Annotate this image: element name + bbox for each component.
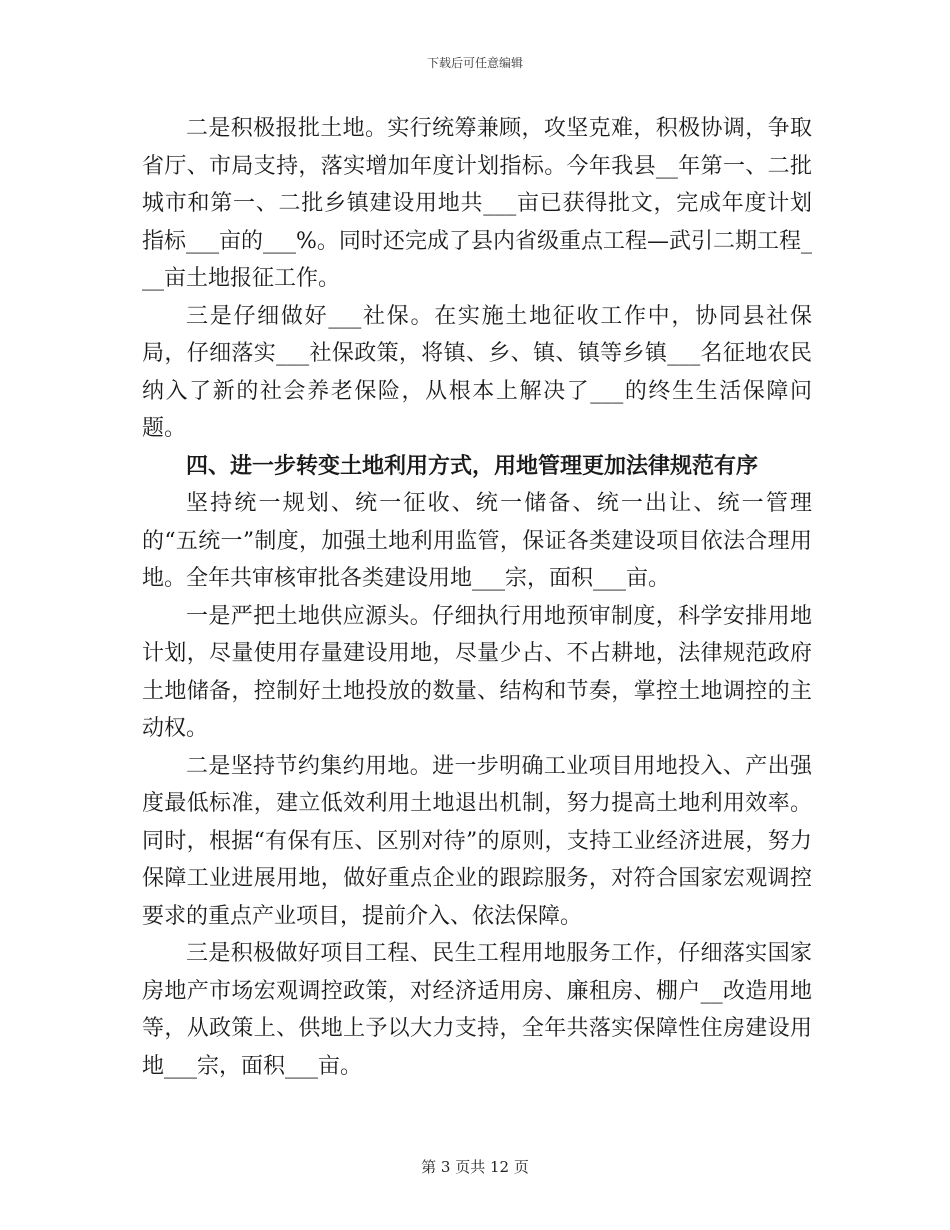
section-heading-land-use: 四、进一步转变土地利用方式，用地管理更加法律规范有序 bbox=[186, 452, 759, 479]
paragraph-report-land-approval: 二是积极报批土地。实行统筹兼顾，攻坚克难，积极协调，争取省厅、市局支持，落实增加年度计划指标。今年我县__年第一、二批城市和第一、二批乡镇建设用地共___亩已获得批文，完成年度计划指标___亩的___%。同时还完成了县内省级重点工程—武引二期工程___亩土地报征工作。 bbox=[142, 116, 812, 291]
document-body bbox=[142, 110, 812, 1085]
page-header: 下载后可任意编辑 bbox=[426, 56, 523, 70]
page-number: 第 3 页共 12 页 bbox=[421, 1158, 529, 1176]
paragraph-social-security: 三是仔细做好___社保。在实施土地征收工作中，协同县社保局，仔细落实___社保政策，将镇、乡、镇、镇等乡镇___名征地农民纳入了新的社会养老保险，从根本上解决了___的终生生活保障问题。 bbox=[142, 303, 812, 441]
paragraph-intensive-land-use: 二是坚持节约集约用地。进一步明确工业项目用地投入、产出强度最低标准，建立低效利用土地退出机制，努力提高土地利用效率。同时，根据“有保有压、区别对待”的原则，支持工业经济进展，努力保障工业进展用地，做好重点企业的跟踪服务，对符合国家宏观调控要求的重点产业项目，提前介入、依法保障。 bbox=[142, 753, 812, 929]
paragraph-five-unified-system: 坚持统一规划、统一征收、统一储备、统一出让、统一管理的“五统一”制度，加强土地利用监管，保证各类建设项目依法合理用地。全年共审核审批各类建设用地___宗，面积___亩。 bbox=[142, 491, 812, 591]
paragraph-project-land-service: 三是积极做好项目工程、民生工程用地服务工作，仔细落实国家房地产市场宏观调控政策，对经济适用房、廉租房、棚户__改造用地等，从政策上、供地上予以大力支持，全年共落实保障性住房建设用地___宗，面积___亩。 bbox=[142, 941, 812, 1079]
paragraph-land-supply-source: 一是严把土地供应源头。仔细执行用地预审制度，科学安排用地计划，尽量使用存量建设用地，尽量少占、不占耕地，法律规范政府土地储备，控制好土地投放的数量、结构和节奏，掌控土地调控的主动权。 bbox=[142, 603, 812, 741]
